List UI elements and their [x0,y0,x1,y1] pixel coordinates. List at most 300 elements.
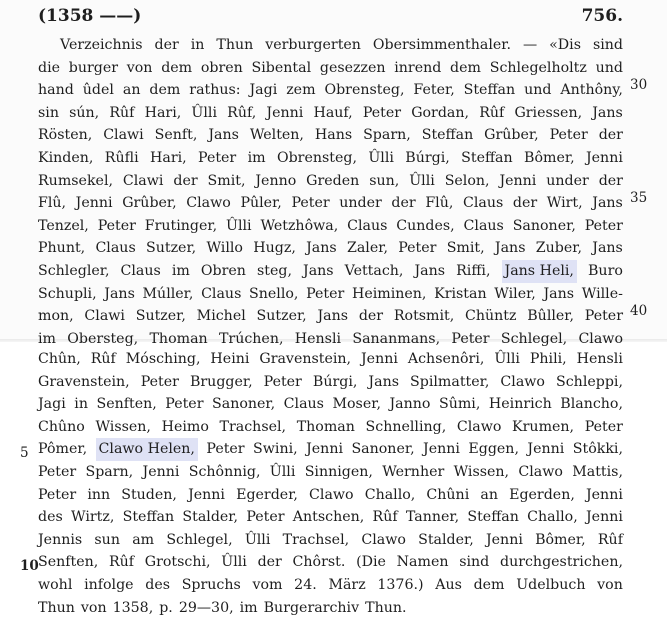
word: ûdel [82,82,114,99]
word: Zuber, [535,240,582,257]
word: Clawo [309,486,354,503]
word: Phunt, [38,240,86,257]
text-line [38,260,623,283]
word: Grûber, [484,127,539,144]
word: Jans [208,127,239,144]
word: Steffan [122,509,175,526]
text-line [38,34,623,57]
word: Flû, [425,195,454,212]
word: Jenni [499,172,537,189]
word: sind [459,554,490,571]
bottom-text-block [38,348,623,619]
word: Peter [584,308,623,325]
word: Chûni [426,486,470,503]
word: Jenni [423,441,460,458]
word: Jenni [585,486,623,503]
word: Aus [435,576,462,593]
word: der [358,308,384,325]
word: Ûlli [494,351,520,367]
word: Rûf, [227,104,257,121]
word: Bûller, [527,308,575,325]
word: Schlegler, [38,262,110,279]
word: Phili, [529,351,567,367]
word: Peter [584,418,623,435]
word: am [132,531,155,548]
word: Trachsel, [219,418,287,435]
word: an [122,82,141,99]
word: Smit, [446,240,485,257]
word: Chôrst. [292,554,346,571]
word: wohl [38,576,73,593]
word: Obersimmenthaler. [372,37,512,53]
word: Rumsekel, [38,172,113,189]
word: Claus [347,217,388,234]
word: Clawi [103,127,144,144]
margin-line-number: 5 [20,445,29,461]
word: Senften, [96,396,157,413]
word: in [190,37,205,53]
word: Peter [165,396,204,413]
word: Wetzhôwa, [260,217,339,234]
word: under [546,172,589,189]
word: der [154,37,179,53]
word: Thun [216,37,254,53]
word: Sibental [251,59,312,76]
word: der [257,554,282,571]
word: Sanoner, [512,217,576,234]
word: Sûmi, [439,396,481,413]
highlighted-name: Clawo Helen, [96,438,198,461]
word: Verzeichnis [60,37,143,53]
word: in [74,396,88,413]
word: Stalder, [418,531,474,548]
word: Jans [592,195,623,212]
word: Brugger, [189,373,253,390]
word: Hauf, [313,104,353,121]
word: Jenni [142,463,180,480]
word: Steffan [467,509,519,526]
word: Bômer, [535,531,586,548]
word: Jenni [188,486,225,503]
word: dem [161,59,193,76]
word: Snello, [249,285,299,302]
word: Rûf [109,104,135,121]
word: Stôkki, [572,441,623,458]
word: Sanoner, [212,396,276,413]
word: Michel [196,308,246,325]
word: im [239,599,258,616]
word: hand [38,82,74,99]
word: Rûf [90,351,116,367]
word: Ûlli [221,554,247,571]
text-line [38,551,623,574]
word: Múller, [142,285,194,302]
word: Jans [368,373,399,390]
word: Achsenôri, [407,351,485,367]
text-line [38,283,623,306]
word: p. [159,599,173,616]
word: Gravenstein, [259,351,352,367]
top-text-block [38,34,623,350]
word: Udelbuch [516,576,586,593]
word: rathus: [189,82,241,99]
word: Trachsel, [282,531,350,548]
word: Hensli [294,330,342,347]
word: Welten, [249,127,304,144]
word: Grotschi, [144,554,211,571]
word: Jagi [38,396,66,413]
word: Peter [206,441,245,458]
word: Heinrich [488,396,552,413]
text-line [38,393,623,416]
word: Wille- [581,285,623,302]
word: Schnelling, [365,418,447,435]
word: Ûlli [368,149,394,166]
word: Sparn, [363,127,411,144]
word: Thoman [296,418,355,435]
word: Gravenstein, [38,373,130,390]
text-line [38,484,623,507]
word: Peter [140,373,179,390]
word: des [38,509,63,526]
text-line [38,461,623,484]
word: burger [68,59,119,76]
text-line [38,57,623,80]
word: Moser, [332,396,381,413]
word: Anthôny, [560,82,623,99]
word: Frutinger, [144,217,218,234]
word: 1376.) [377,576,424,593]
text-line [38,147,623,170]
word: Thun [38,599,75,616]
word: Schleppi, [556,373,623,390]
text-line [38,348,623,371]
word: Tanner, [405,509,460,526]
word: im [171,262,190,279]
word: im [247,149,266,166]
word: Grûber, [122,195,177,212]
word: Clawo [578,330,623,347]
word: Krumen, [512,418,575,435]
word: Claus [283,396,324,413]
word: — [522,37,538,53]
word: Ûlli [225,217,252,234]
word: Egerden, [509,486,575,503]
word: Jenni [585,509,623,526]
word: Rûfli [104,149,139,166]
word: Wirtz, [71,509,115,526]
text-line [38,506,623,529]
word: Peter [291,195,330,212]
word: Clawo [186,195,231,212]
word: Egerder, [236,486,298,503]
word: Sinnigen, [304,463,373,480]
text-line [38,102,623,125]
word: Claus [201,285,242,302]
word: Senften, [38,554,99,571]
word: Jans [317,308,349,325]
word: inn [87,486,111,503]
word: dem [450,59,481,76]
word: inrend [394,59,442,76]
word: Schlegel, [166,531,233,548]
word: Peter [263,373,302,390]
word: dem [149,82,181,99]
word: Hugz, [253,240,296,257]
text-line [38,124,623,147]
word: Swini, [253,441,298,458]
word: an [480,486,498,503]
margin-line-number: 35 [630,190,648,206]
word: Bômer, [524,149,575,166]
word: Peter [549,127,588,144]
word: Peter [97,217,136,234]
text-line [38,529,623,552]
word: «Dis [549,37,581,53]
word: Wissen, [95,418,151,435]
word: der [512,195,538,212]
word: Sutzer, [256,308,307,325]
word: steg, [256,262,292,279]
word: Peter [38,486,77,503]
word: Claus [462,195,504,212]
word: Jenno [255,172,297,189]
word: Sanoner, [351,441,415,458]
word: Chûn, [38,351,81,367]
word: Hari, [144,104,182,121]
word: und [524,82,552,99]
word: Zaler, [346,240,388,257]
word: Sutzer, [135,308,186,325]
word: des [145,576,170,593]
word: Jennis [38,531,83,548]
text-line [38,305,623,328]
word: Clawo [500,373,545,390]
word: Kristan [434,285,487,302]
word: Burgerarchiv [263,599,360,616]
word: Schlegelholtz [489,59,587,76]
word: und [595,59,623,76]
text-line [38,416,623,439]
margin-line-number: 10 [20,558,39,574]
word: Hans [314,127,353,144]
word: Rûf [597,531,623,548]
word: Buro [588,262,623,279]
word: Schônnig, [188,463,261,480]
word: mon, [38,308,74,325]
word: durchgestrichen, [499,554,623,571]
word: Clawo [456,418,502,435]
word: Mattis, [572,463,623,480]
text-line [38,574,623,597]
word: Peter [246,509,285,526]
word: Wernher [382,463,445,480]
word: Challo, [364,486,416,503]
text-line [38,170,623,193]
text-line [38,438,623,461]
word: Ûlli [191,104,217,121]
word: der [598,172,623,189]
word: Feter, [413,82,455,99]
word: dem [473,576,505,593]
word: gesezzen [319,59,386,76]
word: Namen [396,554,449,571]
word: Clawo [518,463,563,480]
text-line [38,371,623,394]
word: sin [38,104,59,121]
word: Rûf [372,509,398,526]
word: Clawo [361,531,406,548]
text-line [38,79,623,102]
word: Ûlli [244,531,271,548]
word: Pômer, [38,441,88,458]
word: 29—30, [178,599,234,616]
word: Jans [414,262,446,279]
word: Jans [306,240,337,257]
word: sún, [69,104,100,121]
text-line [38,192,623,215]
word: Jans [494,240,526,257]
word: 24. [294,576,317,593]
word: von [597,576,623,593]
word: im [38,330,56,347]
word: von [126,59,153,76]
word: der [173,172,198,189]
word: Jans [303,262,334,279]
word: Clawi [84,308,125,325]
word: Griessen, [514,104,583,121]
word: sun [94,531,120,548]
word: Obersteg, [67,330,139,347]
word: Rotsmit, [393,308,455,325]
word: Ûlli [409,172,435,189]
word: Ûlli [269,463,296,480]
word: Rûf [479,104,505,121]
word: Greden [306,172,360,189]
word: Jans [592,240,623,257]
word: Peter [306,285,345,302]
word: Spilmatter, [410,373,490,390]
word: Jenni [306,441,343,458]
word: Obrensteg, [324,82,405,99]
word: Peter [38,463,77,480]
word: Studen, [121,486,177,503]
text-line [38,328,623,351]
word: Chüntz [465,308,517,325]
word: Clawi [122,172,164,189]
word: Peter [198,149,237,166]
word: Steffan [461,149,513,166]
word: Búrgi, [405,149,450,166]
word: Jagi [249,82,278,99]
word: Peter [584,217,623,234]
word: Janno [389,396,431,413]
word: Chûno [38,418,85,435]
word: sind [592,37,623,53]
word: Jenni [585,149,623,166]
word: Eggen, [468,441,519,458]
highlighted-name: Jans Heli, [502,260,577,283]
word: Gordan, [411,104,470,121]
margin-line-number: 40 [630,303,648,319]
word: Tenzel, [38,217,89,234]
word: der [391,195,416,212]
word: vom [252,576,283,593]
word: Thoman [149,330,208,347]
word: die [38,59,61,76]
word: Senft, [154,127,198,144]
word: der [598,127,623,144]
word: Jans [543,285,575,302]
word: Antschen, [292,509,365,526]
word: Rûf [108,554,135,571]
word: Wissen, [453,463,510,480]
word: Selon, [444,172,490,189]
word: (Die [356,554,386,571]
word: Rösten, [38,127,93,144]
word: verburgerten [265,37,361,53]
word: Sananmans, [352,330,441,347]
word: 1358, [112,599,154,616]
word: Willo [206,240,243,257]
header-date: (1358 ——) [38,6,142,26]
word: Hensli [576,351,623,367]
word: Mósching, [125,351,201,367]
text-line [38,215,623,238]
word: Schlegel, [500,330,568,347]
word: Hari, [149,149,187,166]
word: Pûler, [240,195,282,212]
word: Jenni [485,531,523,548]
word: Smit, [207,172,246,189]
word: Cundes, [396,217,455,234]
word: Claus [463,217,504,234]
word: Vettach, [344,262,404,279]
word: Heimo [161,418,209,435]
word: sun, [369,172,400,189]
word: Heini [210,351,250,367]
word: Jenni [75,195,113,212]
document-number: 756. [581,6,623,26]
word: zem [286,82,316,99]
word: Búrgi, [312,373,358,390]
word: Peter [362,104,402,121]
page-header [38,6,623,32]
word: Steffan [463,82,516,99]
word: Heiminen, [351,285,427,302]
word: Sparn, [85,463,134,480]
text-line [38,237,623,260]
word: Claus [95,240,136,257]
word: Wiler, [494,285,536,302]
word: Kinden, [38,149,94,166]
word: Trúchen, [218,330,284,347]
word: März [328,576,366,593]
word: Jans [592,104,623,121]
word: Blancho, [560,396,623,413]
margin-line-number: 30 [630,77,648,93]
word: Obren [200,262,246,279]
word: under [339,195,382,212]
word: Jenni [527,441,565,458]
word: Riffi, [456,262,491,279]
word: Jenni [266,104,304,121]
word: von [80,599,107,616]
word: Spruchs [181,576,241,593]
word: Claus [120,262,161,279]
word: obren [200,59,243,76]
word: Jans [104,285,135,302]
